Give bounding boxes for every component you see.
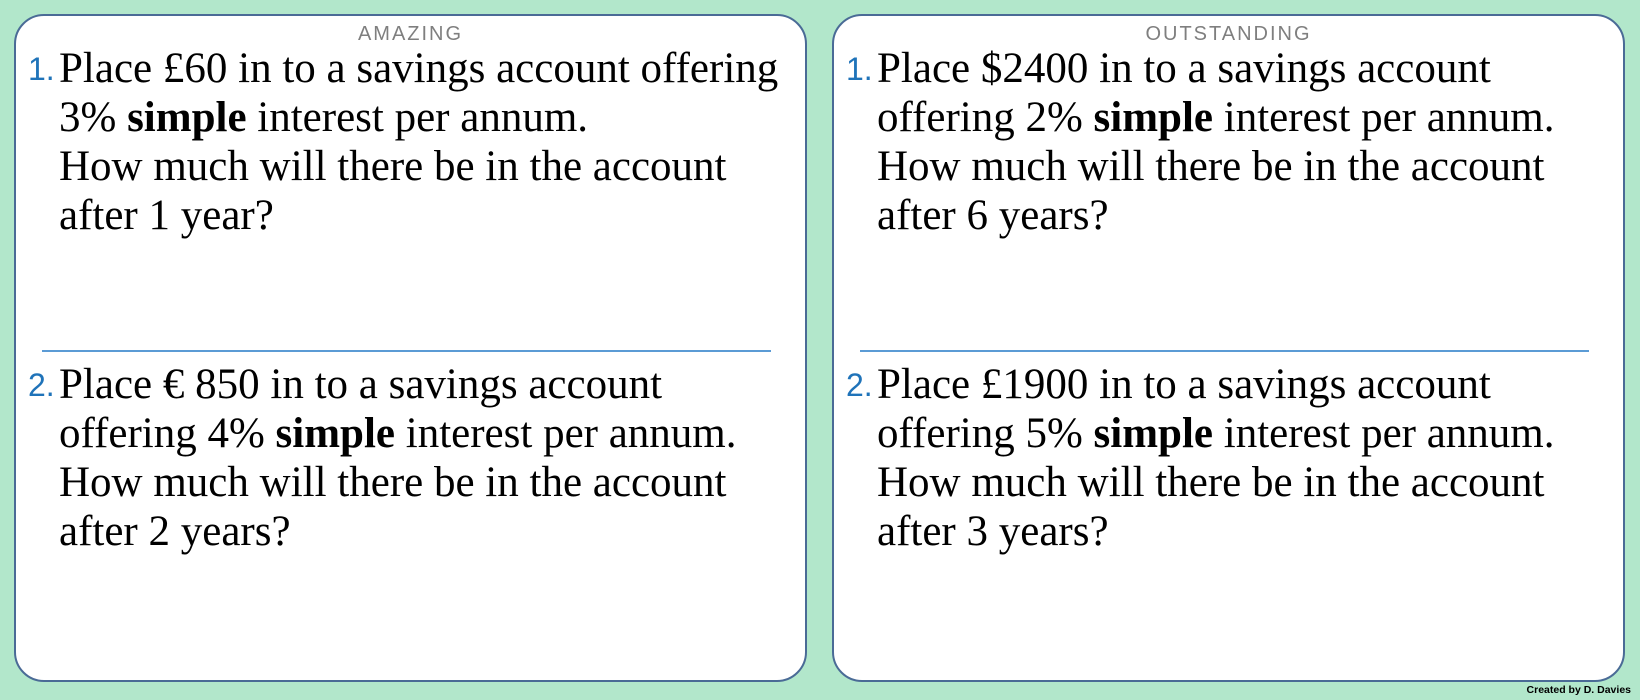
text-segment: How much will there be in the account: [59, 459, 727, 506]
text-line: [877, 93, 1615, 142]
text-segment: Place £1900 in to a savings account: [877, 361, 1491, 408]
text-segment: after 1 year?: [59, 192, 274, 239]
amazing-panel: [14, 14, 807, 682]
text-line: [877, 507, 1615, 556]
text-segment: after 6 years?: [877, 192, 1109, 239]
amazing-question-2: [16, 360, 805, 556]
question-number: 2.: [846, 367, 873, 403]
text-segment: How much will there be in the account: [877, 459, 1545, 506]
credit-text: Created by D. Davies: [1526, 684, 1631, 696]
text-segment: after 2 years?: [59, 508, 291, 555]
question-number: 1.: [846, 51, 873, 87]
question-number: 1.: [28, 51, 55, 87]
text-segment: offering 2%: [877, 94, 1094, 141]
text-segment: offering 5%: [877, 410, 1094, 457]
amazing-question-1: [16, 44, 805, 240]
question-text: [59, 360, 797, 556]
text-line: [877, 142, 1615, 191]
text-line: [877, 44, 1615, 93]
question-text: [877, 360, 1615, 556]
text-line: [59, 409, 797, 458]
text-line: [59, 360, 797, 409]
text-line: [877, 360, 1615, 409]
text-segment: Place £60 in to a savings account offering: [59, 45, 779, 92]
text-segment: Place € 850 in to a savings account: [59, 361, 663, 408]
question-text: [59, 44, 797, 240]
text-segment: How much will there be in the account: [877, 143, 1545, 190]
text-segment: after 3 years?: [877, 508, 1109, 555]
text-segment: 3%: [59, 94, 128, 141]
panel-title-amazing: AMAZING: [357, 23, 464, 45]
question-number: 2.: [28, 367, 55, 403]
bold-word: simple: [275, 410, 395, 457]
text-line: [59, 191, 797, 240]
text-line: [59, 507, 797, 556]
question-text: [877, 44, 1615, 240]
panel-title-outstanding: OUTSTANDING: [1145, 23, 1312, 45]
outstanding-panel: [832, 14, 1625, 682]
outstanding-question-1: [834, 44, 1623, 240]
text-line: [877, 458, 1615, 507]
text-segment: interest per annum.: [1213, 94, 1555, 141]
text-segment: interest per annum.: [246, 94, 589, 141]
question-divider: [860, 350, 1589, 352]
text-segment: interest per annum.: [1213, 410, 1555, 457]
bold-word: simple: [1093, 94, 1213, 141]
question-divider: [42, 350, 771, 352]
outstanding-question-2: [834, 360, 1623, 556]
text-line: [877, 409, 1615, 458]
text-line: [877, 191, 1615, 240]
text-segment: interest per annum.: [395, 410, 737, 457]
text-segment: Place $2400 in to a savings account: [877, 45, 1491, 92]
text-line: [59, 93, 797, 142]
bold-word: simple: [127, 94, 247, 141]
text-line: [59, 142, 797, 191]
bold-word: simple: [1093, 410, 1213, 457]
text-line: [59, 458, 797, 507]
text-segment: offering 4%: [59, 410, 276, 457]
text-line: [59, 44, 797, 93]
text-segment: How much will there be in the account: [59, 143, 727, 190]
